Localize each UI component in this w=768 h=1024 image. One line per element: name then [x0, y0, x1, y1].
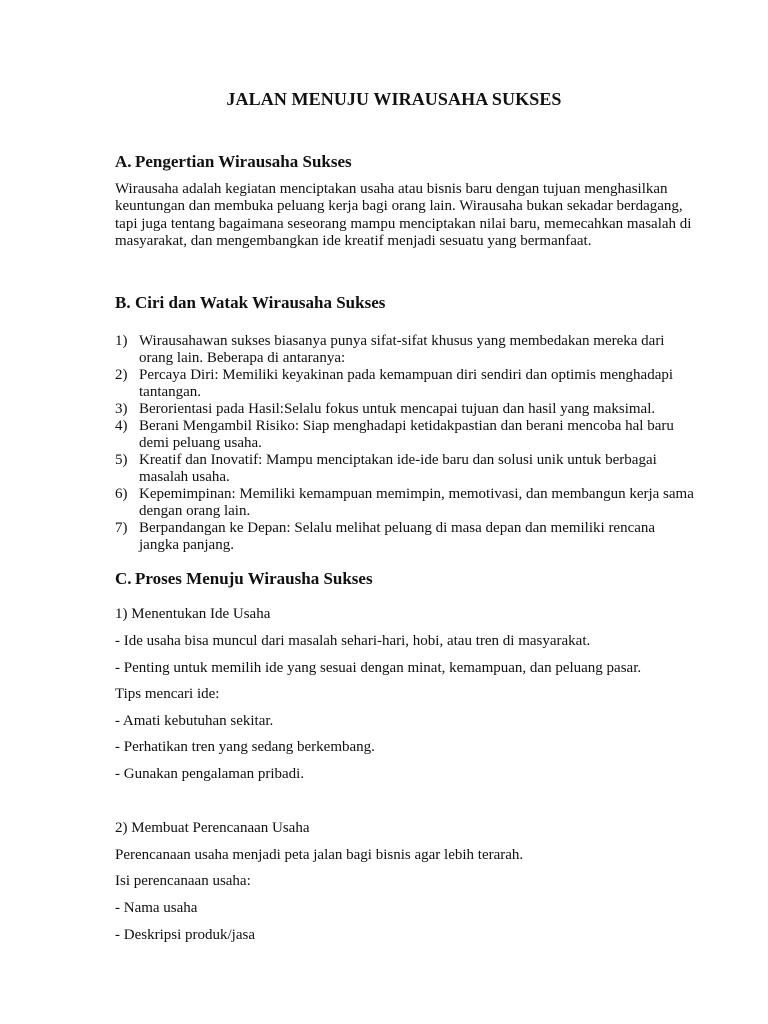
tips-label: Tips mencari ide: — [115, 686, 220, 702]
section-b-title: Ciri dan Watak Wirausaha Sukses — [135, 293, 386, 312]
section-b-letter: B. — [115, 293, 131, 312]
list-item-number: 7) — [115, 520, 128, 536]
list-item-text: Wirausahawan sukses biasanya punya sifat-sifat khusus yang membedakan mereka dari orang lain. Beberapa di antaranya: — [139, 333, 665, 366]
tip-item: - Amati kebutuhan sekitar. — [115, 713, 274, 729]
list-item — [115, 520, 695, 554]
list-item-number: 5) — [115, 452, 128, 468]
section-a-letter: A. — [115, 152, 132, 171]
step-1-point: - Penting untuk memilih ide yang sesuai dengan minat, kemampuan, dan peluang pasar. — [115, 660, 642, 676]
list-item-text: Berpandangan ke Depan: Selalu melihat peluang di masa depan dan memiliki rencana jangka panjang. — [139, 520, 656, 553]
step-2-description: Perencanaan usaha menjadi peta jalan bagi bisnis agar lebih terarah. — [115, 847, 524, 863]
list-item — [115, 367, 695, 401]
plan-contents-label: Isi perencanaan usaha: — [115, 873, 251, 889]
list-item-number: 4) — [115, 418, 128, 434]
list-item-number: 6) — [115, 486, 128, 502]
step-1-heading: 1) Menentukan Ide Usaha — [115, 606, 271, 622]
section-a-paragraph: Wirausaha adalah kegiatan menciptakan usaha atau bisnis baru dengan tujuan menghasilkan keuntungan dan membuka peluang kerja bagi orang lain. Wirausaha bukan sekadar berdagang, tapi juga tentang bagaimana seseorang mampu menciptakan nilai baru, memecahkan masalah di masyarakat, dan mengembangkan ide kreatif menjadi sesuatu yang bermanfaat. — [115, 181, 692, 250]
step-2-heading: 2) Membuat Perencanaan Usaha — [115, 820, 310, 836]
list-item — [115, 486, 695, 520]
section-b-heading — [115, 293, 385, 313]
section-c-title: Proses Menuju Wirausha Sukses — [135, 569, 373, 588]
list-item-number: 1) — [115, 333, 128, 349]
list-item-number: 2) — [115, 367, 128, 383]
list-item-text: Kepemimpinan: Memiliki kemampuan memimpin, memotivasi, dan membangun kerja sama dengan orang lain. — [139, 486, 694, 519]
document-title: JALAN MENUJU WIRAUSAHA SUKSES — [226, 89, 562, 109]
plan-item: - Deskripsi produk/jasa — [115, 927, 255, 943]
list-item-number: 3) — [115, 401, 128, 417]
list-item — [115, 333, 695, 367]
list-item-text: Kreatif dan Inovatif: Mampu menciptakan ide-ide baru dan solusi unik untuk berbagai masalah usaha. — [139, 452, 657, 485]
list-item-text: Berani Mengambil Risiko: Siap menghadapi ketidakpastian dan berani mencoba hal baru demi peluang usaha. — [139, 418, 674, 451]
list-item-text: Berorientasi pada Hasil:Selalu fokus untuk mencapai tujuan dan hasil yang maksimal. — [139, 401, 656, 417]
tip-item: - Gunakan pengalaman pribadi. — [115, 766, 305, 782]
list-item — [115, 401, 695, 418]
section-b-list — [115, 333, 695, 554]
section-c-heading — [115, 569, 373, 589]
section-a-title: Pengertian Wirausaha Sukses — [135, 152, 352, 171]
plan-item: - Nama usaha — [115, 900, 198, 916]
step-1-point: - Ide usaha bisa muncul dari masalah sehari-hari, hobi, atau tren di masyarakat. — [115, 633, 591, 649]
tip-item: - Perhatikan tren yang sedang berkembang. — [115, 739, 375, 755]
list-item — [115, 418, 695, 452]
section-c-letter: C. — [115, 569, 132, 588]
section-a-heading — [115, 152, 352, 172]
list-item — [115, 452, 695, 486]
list-item-text: Percaya Diri: Memiliki keyakinan pada kemampuan diri sendiri dan optimis menghadapi tantangan. — [139, 367, 674, 400]
